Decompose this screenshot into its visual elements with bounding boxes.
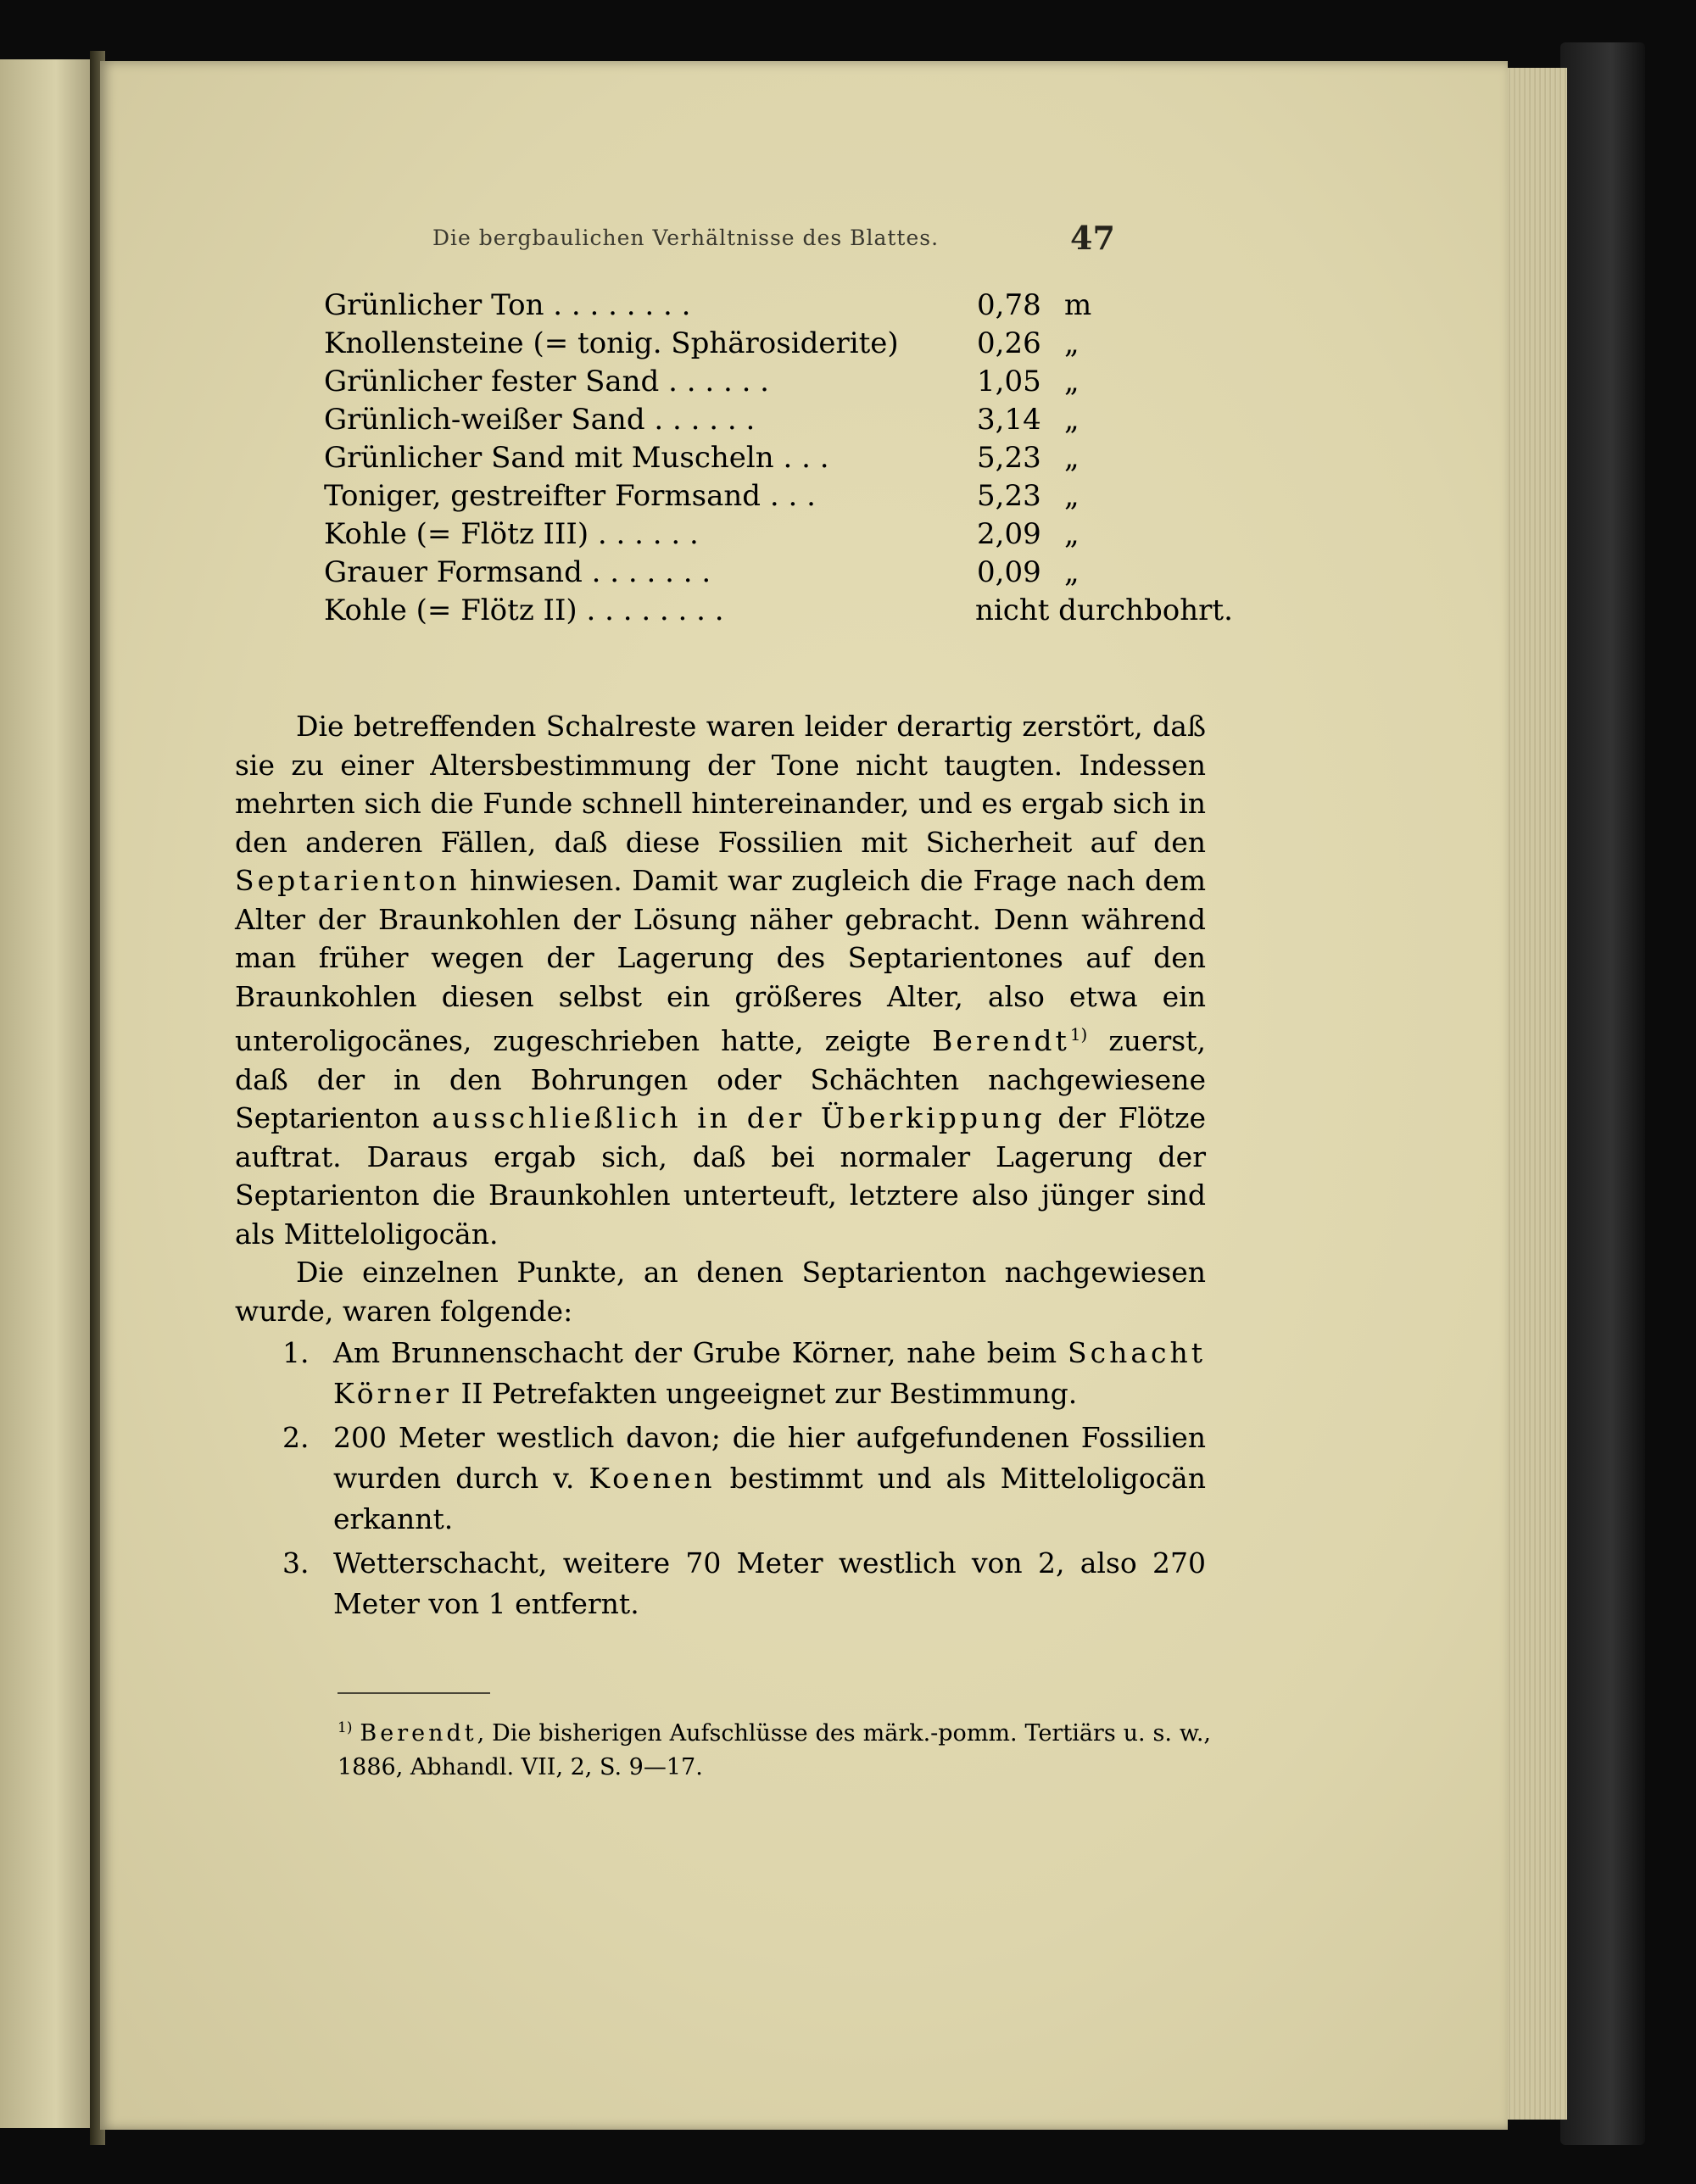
list-item — [235, 1333, 1206, 1414]
list-text — [333, 1418, 1206, 1540]
strata-row — [324, 554, 1308, 592]
strata-row — [324, 401, 1308, 439]
stratum-name: Grünlicher Ton . . . . . . . . — [324, 288, 691, 322]
stratum-name: Grünlicher fester Sand . . . . . . — [324, 365, 769, 398]
list-text — [333, 1333, 1206, 1414]
list-item — [235, 1418, 1206, 1540]
stratum-unit: „ — [1064, 479, 1080, 513]
strata-row — [324, 515, 1308, 554]
spaced-author: Berendt — [932, 1024, 1070, 1057]
strata-row — [324, 477, 1308, 515]
list-item — [235, 1543, 1206, 1624]
stratum-name: Grünlicher Sand mit Muscheln . . . — [324, 441, 829, 475]
running-title: Die bergbaulichen Verhältnisse des Blattes. — [432, 226, 940, 250]
stratum-thickness: nicht durchbohrt. — [975, 593, 1233, 627]
paragraph-schalreste — [235, 707, 1206, 1253]
footnote-mark: 1) — [338, 1719, 353, 1736]
strata-table — [324, 287, 1308, 630]
strata-row — [324, 363, 1308, 401]
footnote-author: Berendt — [360, 1720, 477, 1747]
book-cover — [1560, 42, 1645, 2145]
spaced-term: Schacht Körner — [333, 1336, 1206, 1410]
strata-row — [324, 439, 1308, 477]
footnote-reference: 1) — [1069, 1024, 1088, 1045]
page-number: 47 — [1070, 219, 1115, 257]
left-page-edge — [0, 59, 102, 2128]
footnote — [338, 1711, 1211, 1785]
stratum-unit: „ — [1064, 555, 1080, 589]
strata-row — [324, 592, 1308, 630]
stratum-name: Toniger, gestreifter Formsand . . . — [324, 479, 816, 513]
list-number: 3. — [282, 1546, 310, 1580]
stratum-thickness: 2,09 — [977, 517, 1041, 551]
text-run: bestimmt und als Mitteloligocän erkannt. — [333, 1462, 1206, 1535]
stratum-thickness: 0,26 — [977, 326, 1041, 360]
footnote-divider — [338, 1692, 490, 1694]
spaced-term: ausschließlich in der Überkippung — [432, 1101, 1046, 1134]
stratum-name: Kohle (= Flötz II) . . . . . . . . — [324, 593, 724, 627]
strata-row — [324, 325, 1308, 363]
text-run: hinwiesen. Damit war zugleich die Frage nach dem Alter der Braunkohlen der Lösung näher gebracht. Denn während man früher wegen der Lagerung des Septarientones auf den Braunkohlen diesen selbst ein größeres Alter, also etwa ein unteroligocänes, zugeschrieben hatte, zeigte — [235, 864, 1206, 1057]
stratum-unit: „ — [1064, 365, 1080, 398]
text-run: zuerst, daß der in den Bohrungen oder Schächten nachgewiesene Septarienton — [235, 1024, 1206, 1134]
stratum-name: Kohle (= Flötz III) . . . . . . — [324, 517, 699, 551]
paragraph-punkte: Die einzelnen Punkte, an denen Septarienton nachgewiesen wurde, waren folgende: — [235, 1256, 1206, 1328]
stratum-name: Grauer Formsand . . . . . . . — [324, 555, 711, 589]
stratum-thickness: 1,05 — [977, 365, 1041, 398]
stratum-unit: „ — [1064, 441, 1080, 475]
text-run: Am Brunnenschacht der Grube Körner, nahe beim — [333, 1336, 1068, 1369]
spaced-author: Koenen — [589, 1462, 716, 1495]
stratum-thickness: 0,09 — [977, 555, 1041, 589]
spaced-term: Septarienton — [235, 864, 460, 897]
stratum-unit: „ — [1064, 517, 1080, 551]
footnote-text: , Die bisherigen Aufschlüsse des märk.-pomm. Tertiärs u. s. w., 1886, Abhandl. VII, 2, S. 9—17. — [338, 1720, 1211, 1780]
text-run: 200 Meter westlich davon; die hier aufgefundenen Fossilien wurden durch v. — [333, 1421, 1206, 1495]
stratum-thickness: 5,23 — [977, 479, 1041, 513]
stratum-unit: „ — [1064, 403, 1080, 437]
text-run: Die betreffenden Schalreste waren leider derartig zerstört, daß sie zu einer Altersbestimmung der Tone nicht taugten. Indessen mehrten sich die Funde schnell hintereinander, und es ergab sich in den anderen Fällen, daß diese Fossilien mit Sicherheit auf den — [235, 710, 1206, 859]
list-text — [333, 1543, 1206, 1624]
stratum-name: Knollensteine (= tonig. Sphärosiderite) — [324, 326, 899, 360]
list-number: 2. — [282, 1421, 310, 1454]
text-run: Wetterschacht, weitere 70 Meter westlich von 2, also 270 Meter von 1 entfernt. — [333, 1546, 1206, 1620]
stratum-thickness: 0,78 — [977, 288, 1041, 322]
text-run: der Flötze auftrat. Daraus ergab sich, daß bei normaler Lagerung der Septarienton die Braunkohlen unterteuft, letztere also jünger sind als Mitteloligocän. — [235, 1101, 1207, 1251]
stratum-unit: m — [1064, 288, 1092, 322]
stratum-thickness: 5,23 — [977, 441, 1041, 475]
strata-row — [324, 287, 1308, 325]
stratum-name: Grünlich-weißer Sand . . . . . . — [324, 403, 756, 437]
stratum-thickness: 3,14 — [977, 403, 1041, 437]
text-run: II Petrefakten ungeeignet zur Bestimmung. — [451, 1377, 1078, 1410]
location-list — [235, 1333, 1206, 1628]
list-number: 1. — [282, 1336, 310, 1369]
stratum-unit: „ — [1064, 326, 1080, 360]
